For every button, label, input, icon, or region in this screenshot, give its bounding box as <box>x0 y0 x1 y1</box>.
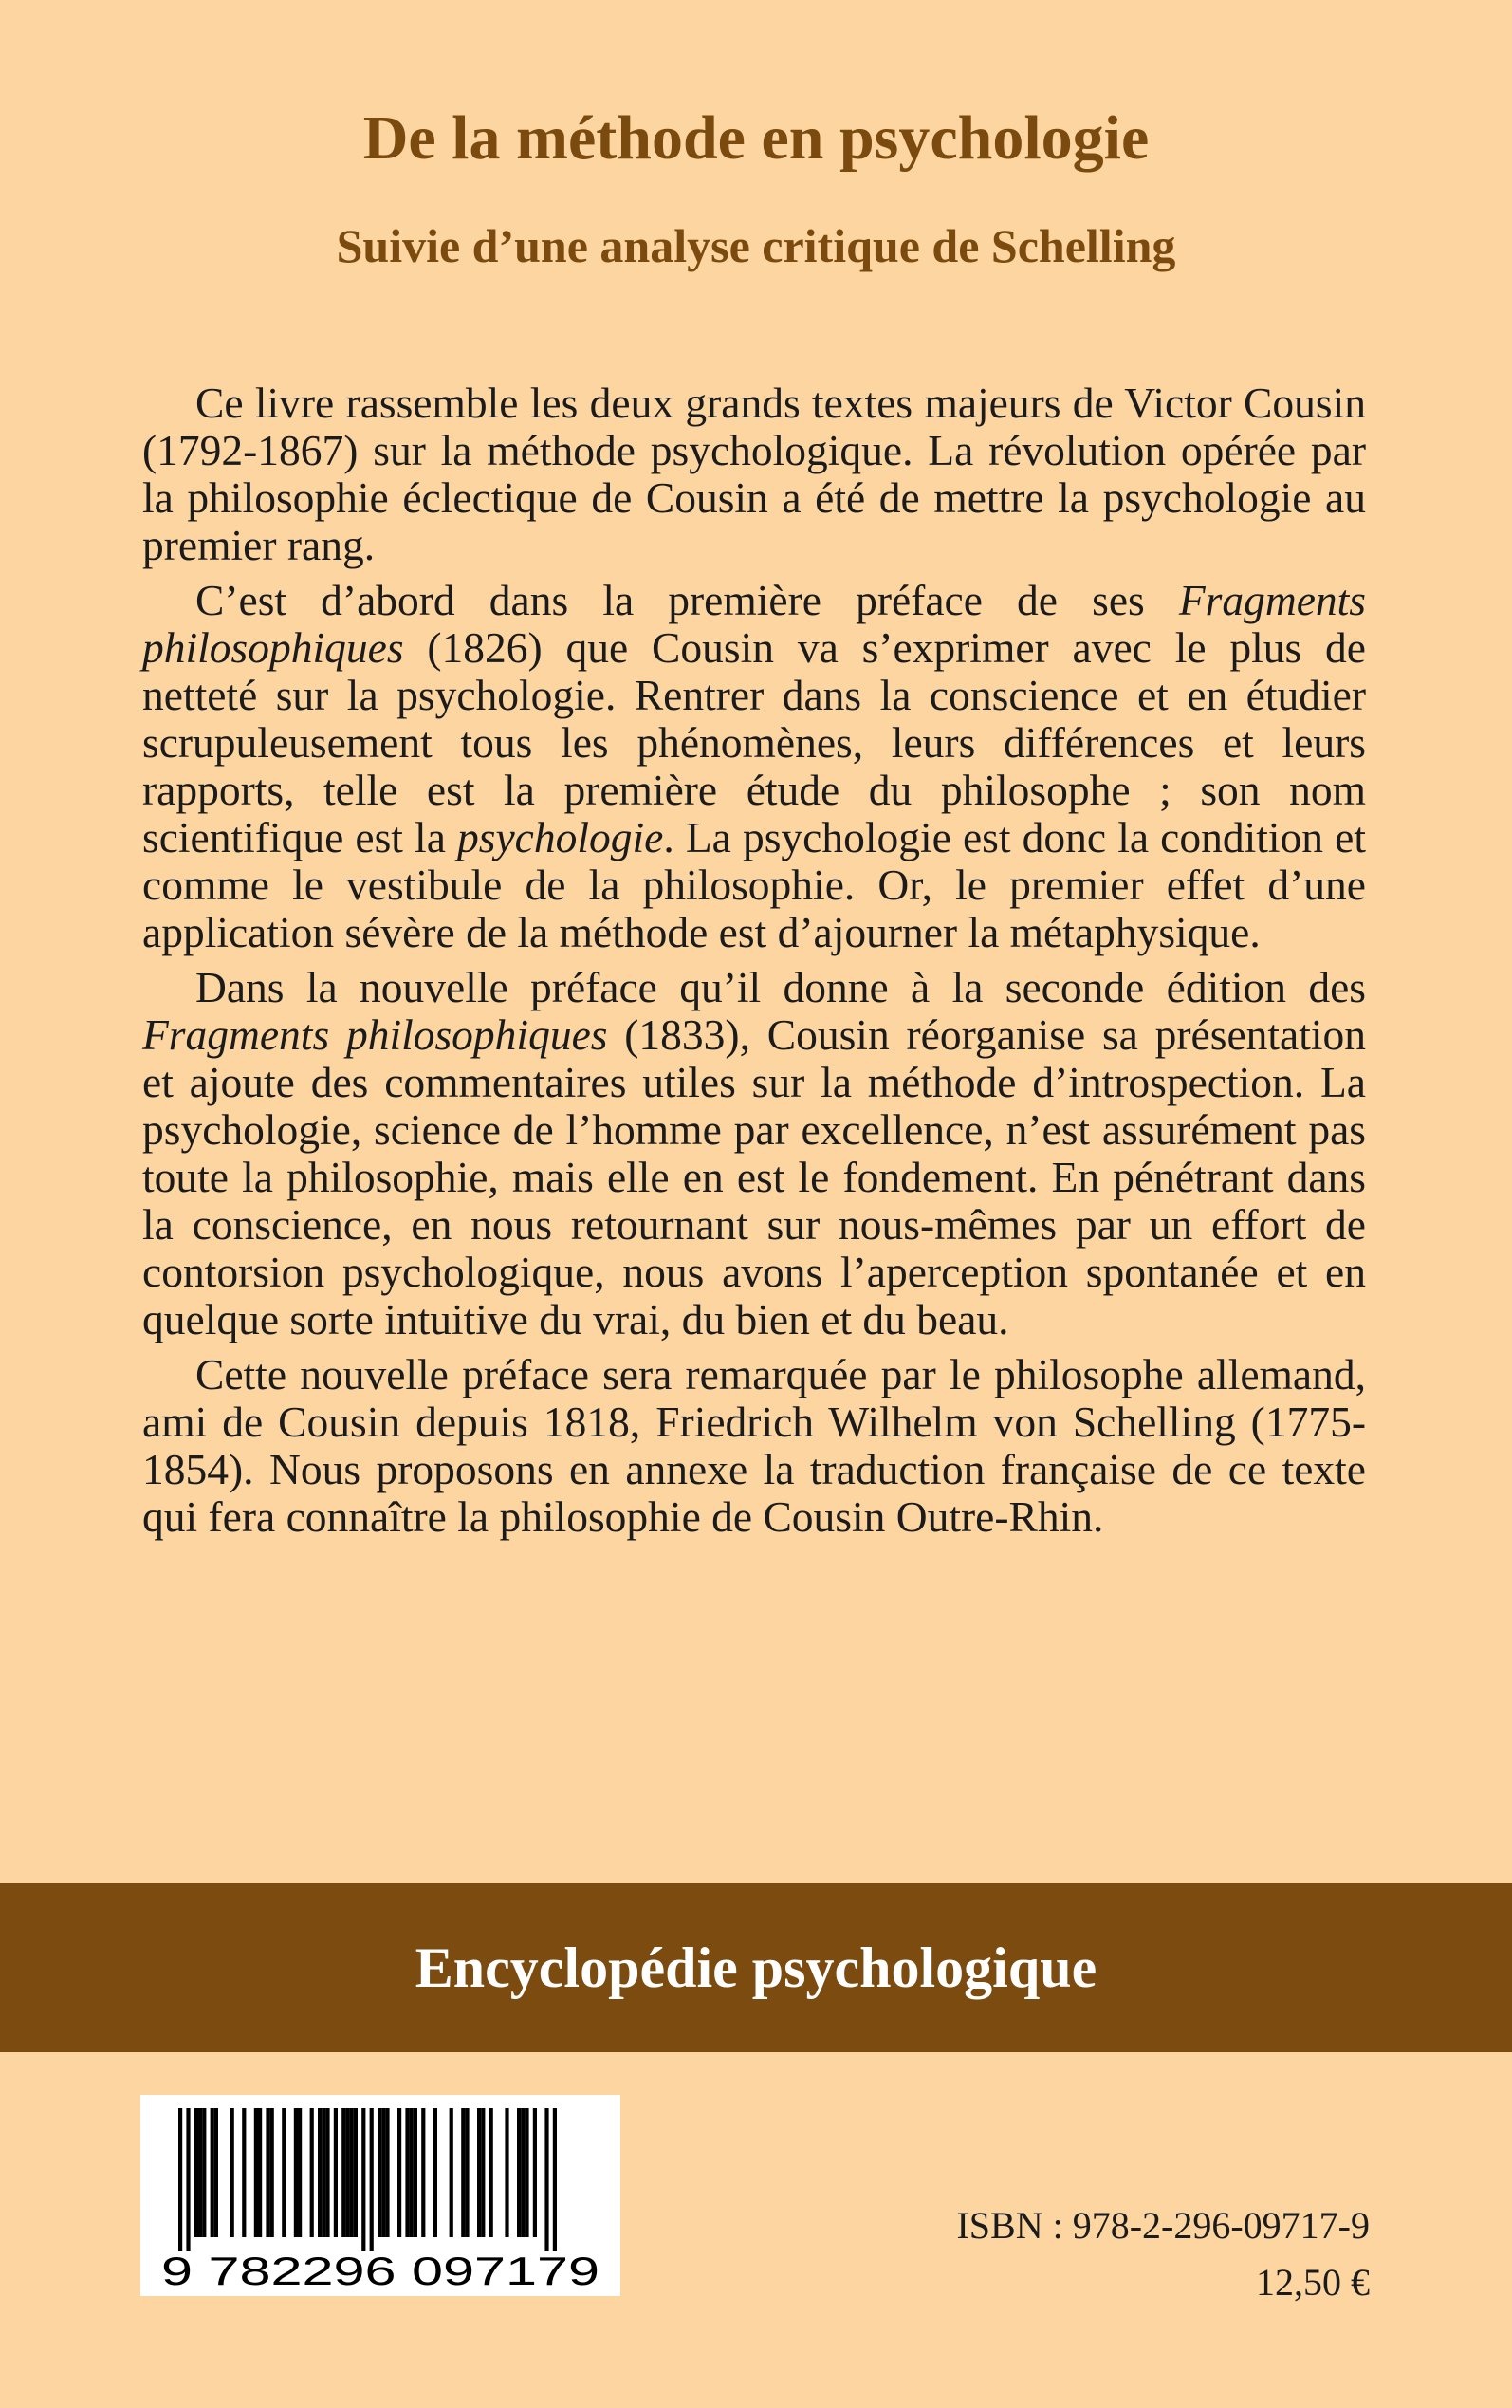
blurb-text: (1833), Cousin réorganise sa présentation et ajoute des commentaires utiles sur la méthode d’introspection. La psychologie, science de l’homme par excellence, n’est assurément pas toute la philosophie, mais elle en est le fondement. En pénétrant dans la conscience, en nous retournant sur nous-mêmes par un effort de contorsion psychologique, nous avons l’aperception spontanée et en quelque sorte intuitive du vrai, du bien et du beau. <box>142 1010 1367 1343</box>
blurb-paragraph <box>142 1351 1366 1541</box>
barcode-bar <box>310 2108 314 2237</box>
blurb-italic-title: Fragments philosophiques <box>142 1010 608 1059</box>
blurb-paragraph <box>142 577 1366 956</box>
barcode-bar <box>258 2108 262 2237</box>
barcode-bar <box>341 2108 345 2237</box>
barcode-bar <box>385 2108 389 2237</box>
blurb-text: . La psychologie est donc la condition et comme le vestibule de la philosophie. Or, le premier effet d’une application sévère de la méthode est d’ajourner la métaphysique. <box>142 813 1366 956</box>
barcode-bar <box>318 2108 322 2237</box>
back-cover-blurb <box>142 380 1366 1541</box>
barcode-bar <box>381 2108 385 2237</box>
barcode-bar <box>270 2108 274 2237</box>
barcode-bar <box>345 2108 349 2237</box>
book-subtitle: Suivie d’une analyse critique de Schelling <box>336 219 1176 272</box>
barcode-bar <box>178 2108 182 2251</box>
barcode-bar <box>505 2108 508 2237</box>
book-title: De la méthode en psychologie <box>362 103 1150 173</box>
barcode-bar <box>421 2108 425 2237</box>
barcode-bar <box>254 2108 258 2237</box>
barcode-bar <box>266 2108 269 2237</box>
barcode-bar <box>433 2108 437 2237</box>
barcode-bar <box>350 2108 354 2237</box>
blurb-text: Cette nouvelle préface sera remarquée par le philosophe allemand, ami de Cousin depuis 1818, Friedrich Wilhelm von Schelling (1775-1854). Nous proposons en annexe la traduction française de ce texte qui fera connaître la philosophie de Cousin Outre-Rhin. <box>142 1350 1366 1541</box>
barcode-bars <box>178 2108 557 2251</box>
barcode-bar <box>298 2108 302 2237</box>
barcode-bar <box>282 2108 286 2237</box>
barcode-bar <box>294 2108 298 2237</box>
barcode-bar <box>325 2108 329 2237</box>
barcode-bar <box>242 2108 246 2237</box>
barcode-bar <box>461 2108 465 2237</box>
blurb-paragraph <box>142 380 1366 569</box>
blurb-italic-term: psychologie <box>457 813 664 861</box>
barcode-bar <box>354 2108 358 2237</box>
barcode-bar <box>211 2108 214 2237</box>
barcode-bar <box>334 2108 338 2237</box>
blurb-text: C’est d’abord dans la première préface de ses <box>195 576 1179 624</box>
blurb-text: Ce livre rassemble les deux grands textes majeurs de Victor Cousin (1792-1867) sur la méthode psychologique. La révolution opérée par la philosophie éclectique de Cousin a été de mettre la psychologie au premier rang. <box>142 379 1366 569</box>
barcode-bar <box>465 2108 469 2237</box>
barcode-bar <box>525 2108 528 2237</box>
barcode-graphic <box>140 2095 620 2296</box>
price: 12,50 € <box>1256 2261 1370 2304</box>
barcode-digits: 9 782296 097179 <box>161 2249 599 2293</box>
barcode-bar <box>230 2108 234 2237</box>
barcode-bar <box>544 2108 548 2251</box>
barcode-bar <box>361 2108 365 2251</box>
barcode-bar <box>450 2108 453 2237</box>
blurb-text: Dans la nouvelle préface qu’il donne à la seconde édition des <box>195 963 1366 1011</box>
barcode <box>140 2095 620 2296</box>
blurb-paragraph <box>142 964 1366 1343</box>
barcode-bar <box>198 2108 202 2237</box>
barcode-bar <box>322 2108 325 2237</box>
barcode-bar <box>397 2108 401 2237</box>
barcode-bar <box>553 2108 557 2251</box>
blurb-italic-title: Fragments philosophiques <box>142 576 1366 672</box>
barcode-bar <box>414 2108 417 2237</box>
series-name: Encyclopédie psychologique <box>415 1936 1097 1999</box>
barcode-bar <box>410 2108 414 2237</box>
barcode-bar <box>378 2108 381 2237</box>
barcode-bar <box>214 2108 218 2237</box>
barcode-bar <box>370 2108 374 2251</box>
barcode-bar <box>481 2108 485 2237</box>
barcode-bar <box>517 2108 521 2237</box>
barcode-bar <box>405 2108 409 2237</box>
barcode-bar <box>533 2108 537 2237</box>
barcode-bar <box>186 2108 190 2251</box>
isbn: ISBN : 978-2-296-09717-9 <box>956 2204 1370 2247</box>
barcode-bar <box>202 2108 206 2237</box>
barcode-bar <box>194 2108 198 2237</box>
barcode-bar <box>489 2108 493 2237</box>
blurb-text: (1826) que Cousin va s’exprimer avec le plus de netteté sur la psychologie. Rentrer dans la conscience et en étudier scrupuleusement tous les phénomènes, leurs différences et leurs rapports, telle est la première étude du philosophe ; son nom scientifique est la <box>142 623 1366 861</box>
barcode-bar <box>477 2108 481 2237</box>
barcode-bar <box>521 2108 525 2237</box>
